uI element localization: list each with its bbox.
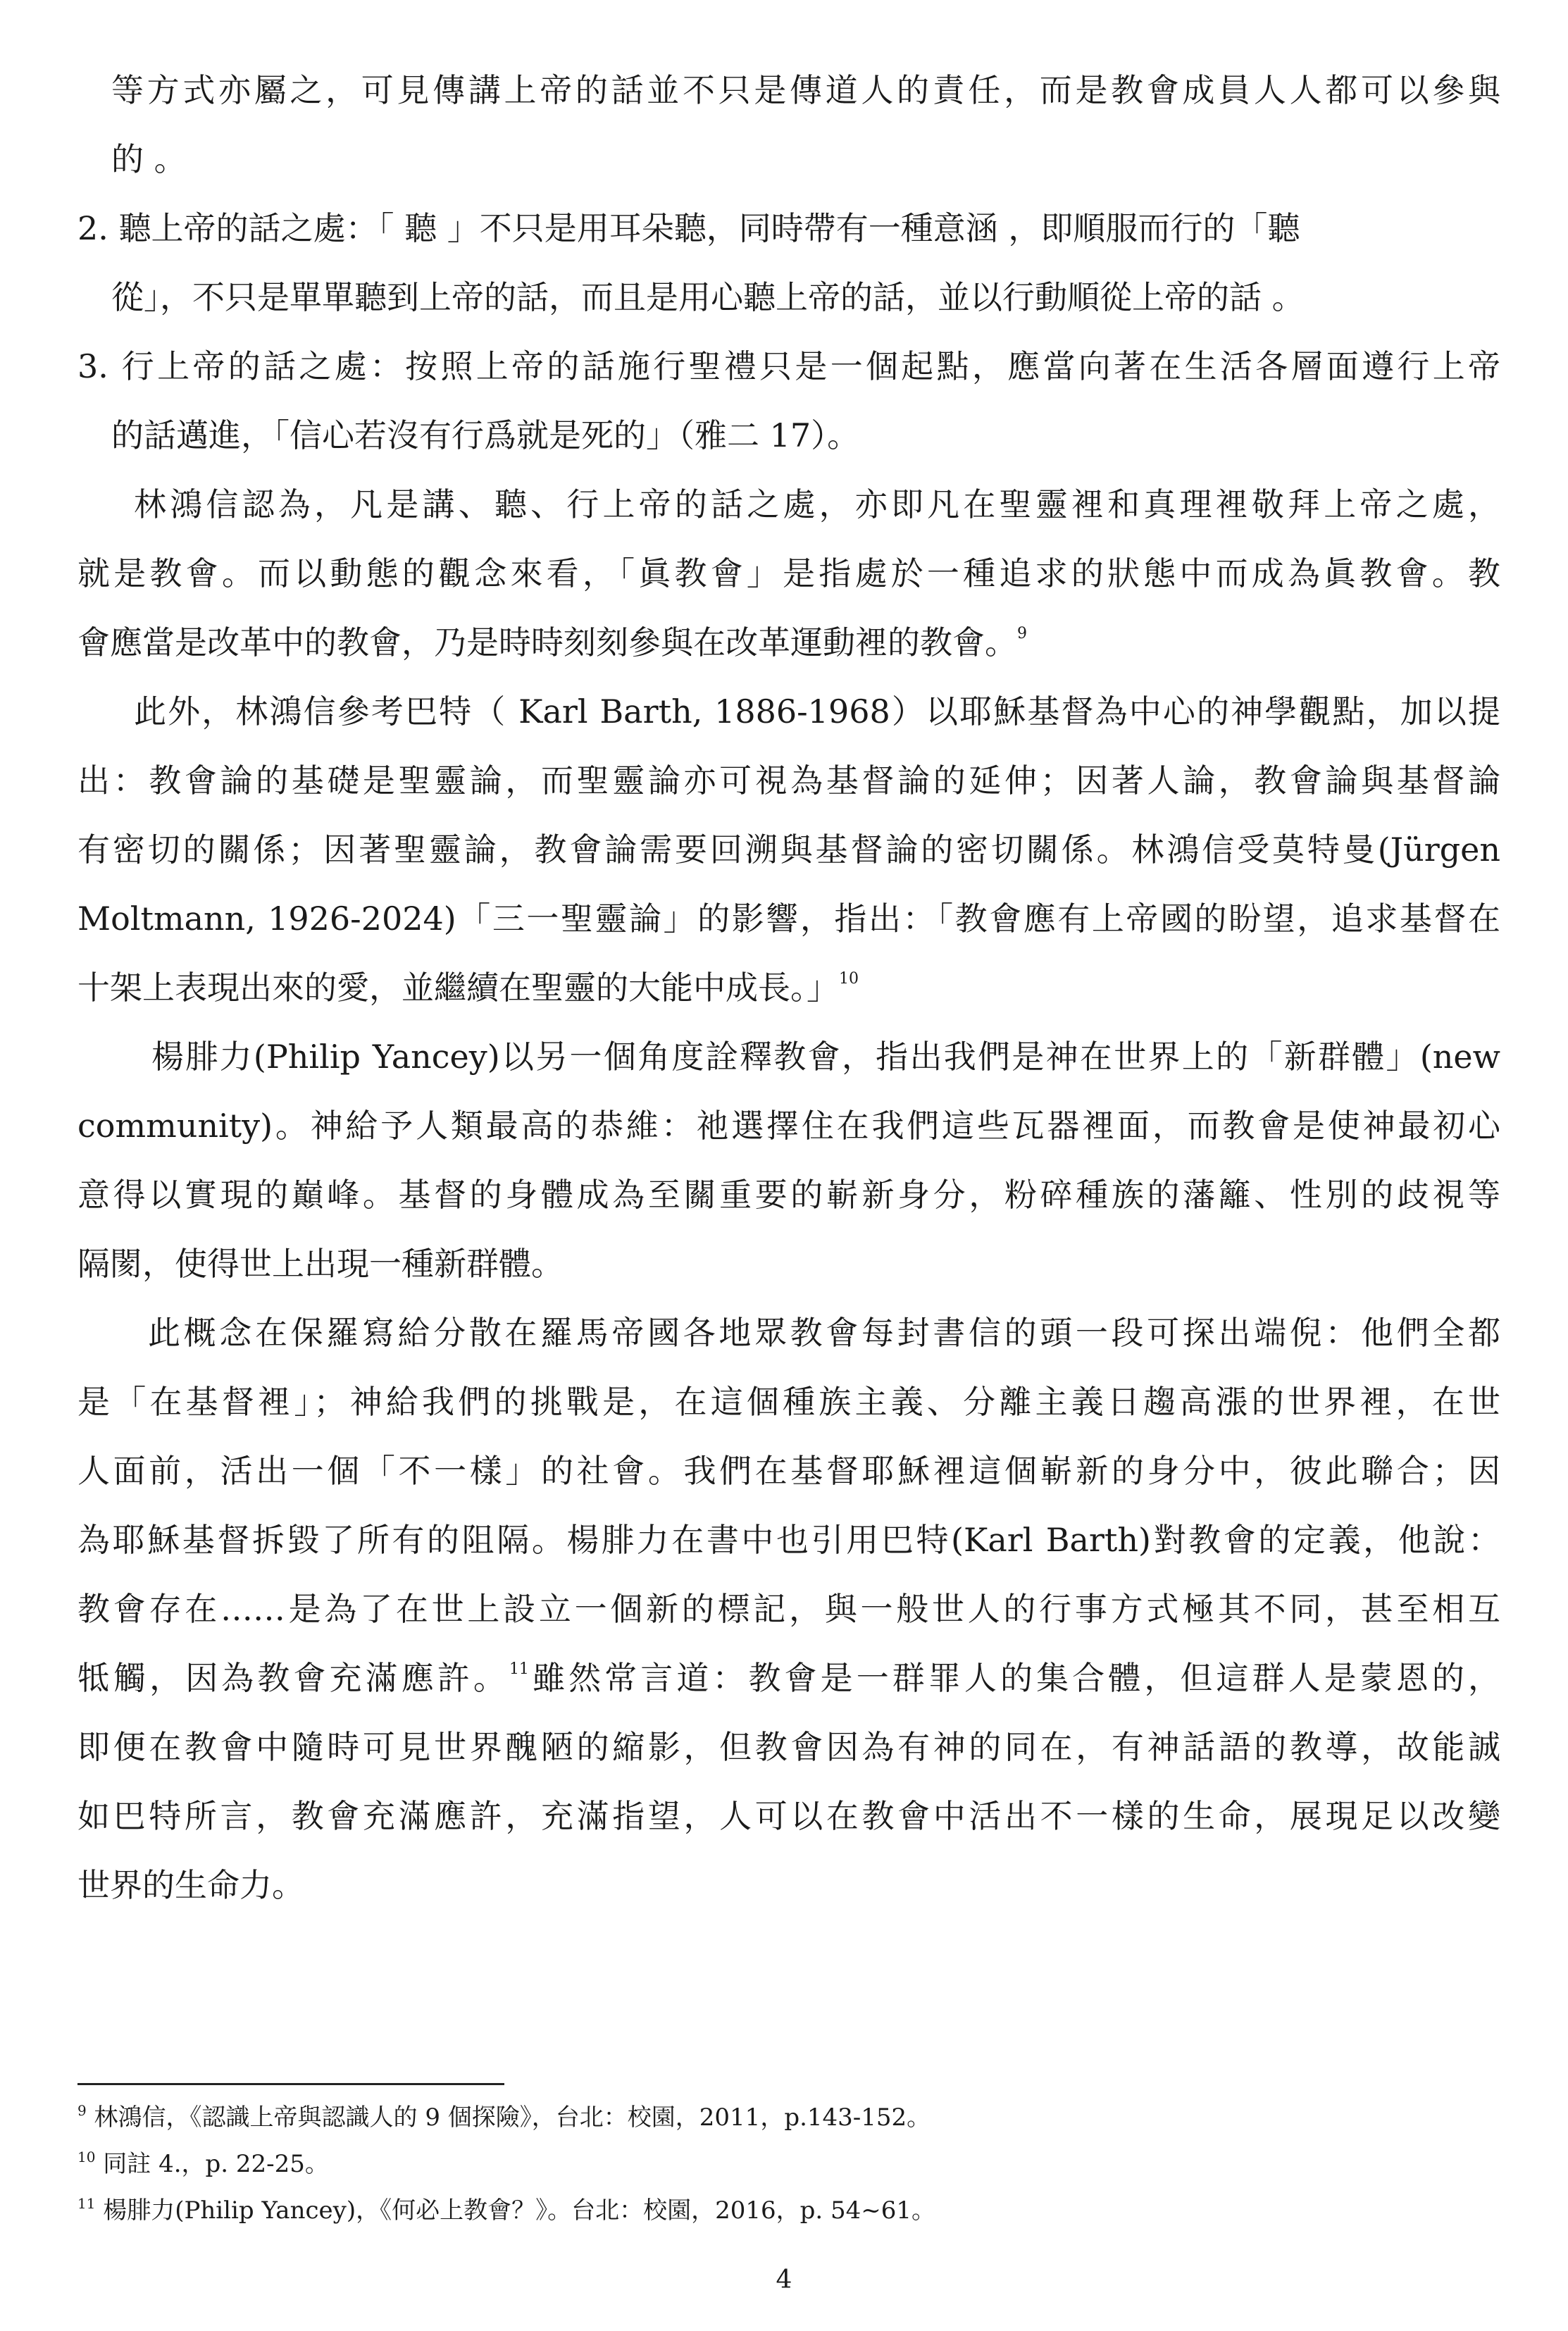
line-text: 的 。 [111,140,187,178]
line-text: 楊腓力(Philip Yancey)以另一個角度詮釋教會，指出我們是神在世界上的「新群體」(new [151,1038,1500,1076]
body-line [0,552,1568,595]
line-text: 就是教會。而以動態的觀念來看，「眞教會」是指處於一種追求的狀態中而成為眞教會。教 [77,554,1500,592]
line-text: 3. 行上帝的話之處：按照上帝的話施行聖禮只是一個起點，應當向著在生活各層面遵行上帝 [77,347,1500,385]
body-line [0,1519,1568,1561]
body-line [0,621,1568,664]
line-text: 此概念在保羅寫給分散在羅馬帝國各地眾教會每封書信的頭一段可探出端倪：他們全都 [148,1314,1500,1352]
body-line [0,1588,1568,1630]
footnote-text: 林鴻信，《認識上帝與認識人的 9 個探險》，台北：校園，2011，p.143-152。 [86,2103,931,2132]
body-line [0,1174,1568,1216]
footnote-mark: 10 [77,2149,96,2165]
body-line [0,138,1568,180]
line-text: 即便在教會中隨時可見世界醜陋的縮影，但教會因為有神的同在，有神話語的教導，故能誠 [77,1728,1500,1766]
body-line [0,1105,1568,1147]
line-text: 為耶穌基督拆毀了所有的阻隔。楊腓力在書中也引用巴特(Karl Barth)對教會的定義，他說： [77,1521,1500,1559]
line-text: 雖然常言道：教會是一群罪人的集合體，但這群人是蒙恩的， [528,1659,1501,1697]
line-text: 有密切的關係；因著聖靈論，教會論需要回溯與基督論的密切關係。林鴻信受莫特曼(Jürgen [77,831,1500,869]
line-text: 牴觸，因為教會充滿應許。 [77,1659,509,1697]
list-item-2 [0,207,1568,249]
line-text: 意得以實現的巔峰。基督的身體成為至關重要的嶄新身分，粉碎種族的藩籬、性別的歧視等 [77,1176,1500,1214]
line-text: 是「在基督裡」；神給我們的挑戰是，在這個種族主義、分離主義日趨高漲的世界裡，在世 [77,1383,1500,1421]
line-text: 2. 聽上帝的話之處：「 聽 」不只是用耳朵聽，同時帶有一種意涵 ，即順服而行的「聽 [77,209,1300,247]
line-text: 此外，林鴻信參考巴特（ Karl Barth, 1886-1968）以耶穌基督為中心的神學觀點，加以提 [134,692,1500,731]
paragraph-first-line [0,1312,1568,1354]
line-text: 林鴻信認為，凡是講、聽、行上帝的話之處，亦即凡在聖靈裡和真理裡敬拜上帝之處， [134,485,1500,523]
paragraph-first-line [0,483,1568,526]
footnote-text: 同註 4.，p. 22-25。 [95,2150,329,2178]
paragraph-first-line [0,690,1568,733]
body-line [0,1381,1568,1423]
body-line [0,897,1568,940]
line-text: 的話邁進，「信心若沒有行爲就是死的」（雅二 17）。 [111,416,860,454]
body-line [0,414,1568,456]
footnote-ref-11[interactable]: 11 [509,1660,529,1678]
line-text: 隔閡，使得世上出現一種新群體。 [77,1245,564,1283]
body-line [0,966,1568,1009]
line-text: 如巴特所言，教會充滿應許，充滿指望，人可以在教會中活出不一樣的生命，展現足以改變 [77,1797,1500,1835]
body-line [0,828,1568,871]
line-text: 世界的生命力。 [77,1866,304,1904]
paragraph-first-line [0,1036,1568,1078]
body-line [0,759,1568,802]
body-line [0,1657,1568,1699]
body-line [0,1243,1568,1285]
footnote-mark: 11 [77,2195,96,2212]
footnote-text: 楊腓力(Philip Yancey)，《何必上教會？》。台北：校園，2016，p. 54~61。 [95,2196,936,2225]
body-line [0,1795,1568,1837]
footnote-ref-10[interactable]: 10 [839,970,859,988]
page-number: 4 [776,2265,792,2294]
line-text: 教會存在……是為了在世上設立一個新的標記，與一般世人的行事方式極其不同，甚至相互 [77,1590,1500,1628]
footnote-11 [77,2195,935,2226]
list-item-3 [0,345,1568,387]
body-line [0,276,1568,318]
line-text: 十架上表現出來的愛，並繼續在聖靈的大能中成長。」 [77,969,839,1007]
line-text: 人面前，活出一個「不一樣」的社會。我們在基督耶穌裡這個嶄新的身分中，彼此聯合；因 [77,1452,1500,1490]
footnote-divider [77,2083,504,2085]
footnote-ref-9[interactable]: 9 [1017,625,1027,642]
body-line [0,1726,1568,1768]
line-text: community)。神給予人類最高的恭維：祂選擇住在我們這些瓦器裡面，而教會是使神最初心 [77,1107,1500,1145]
line-text: 會應當是改革中的教會，乃是時時刻刻參與在改革運動裡的教會。 [77,623,1017,661]
footnote-mark: 9 [77,2102,87,2119]
body-line [0,69,1568,111]
body-line [0,1864,1568,1906]
line-text: 等方式亦屬之，可見傳講上帝的話並不只是傳道人的責任，而是教會成員人人都可以參與 [111,71,1500,109]
line-text: Moltmann, 1926-2024)「三一聖靈論」的影響，指出：「教會應有上帝國的盼望，追求基督在 [77,900,1500,938]
line-text: 從」，不只是單單聽到上帝的話，而且是用心聽上帝的話，並以行動順從上帝的話 。 [111,278,1305,316]
footnote-9 [77,2102,931,2133]
line-text: 出：教會論的基礎是聖靈論，而聖靈論亦可視為基督論的延伸；因著人論，教會論與基督論 [77,762,1500,800]
body-line [0,1450,1568,1492]
footnote-10 [77,2149,329,2180]
